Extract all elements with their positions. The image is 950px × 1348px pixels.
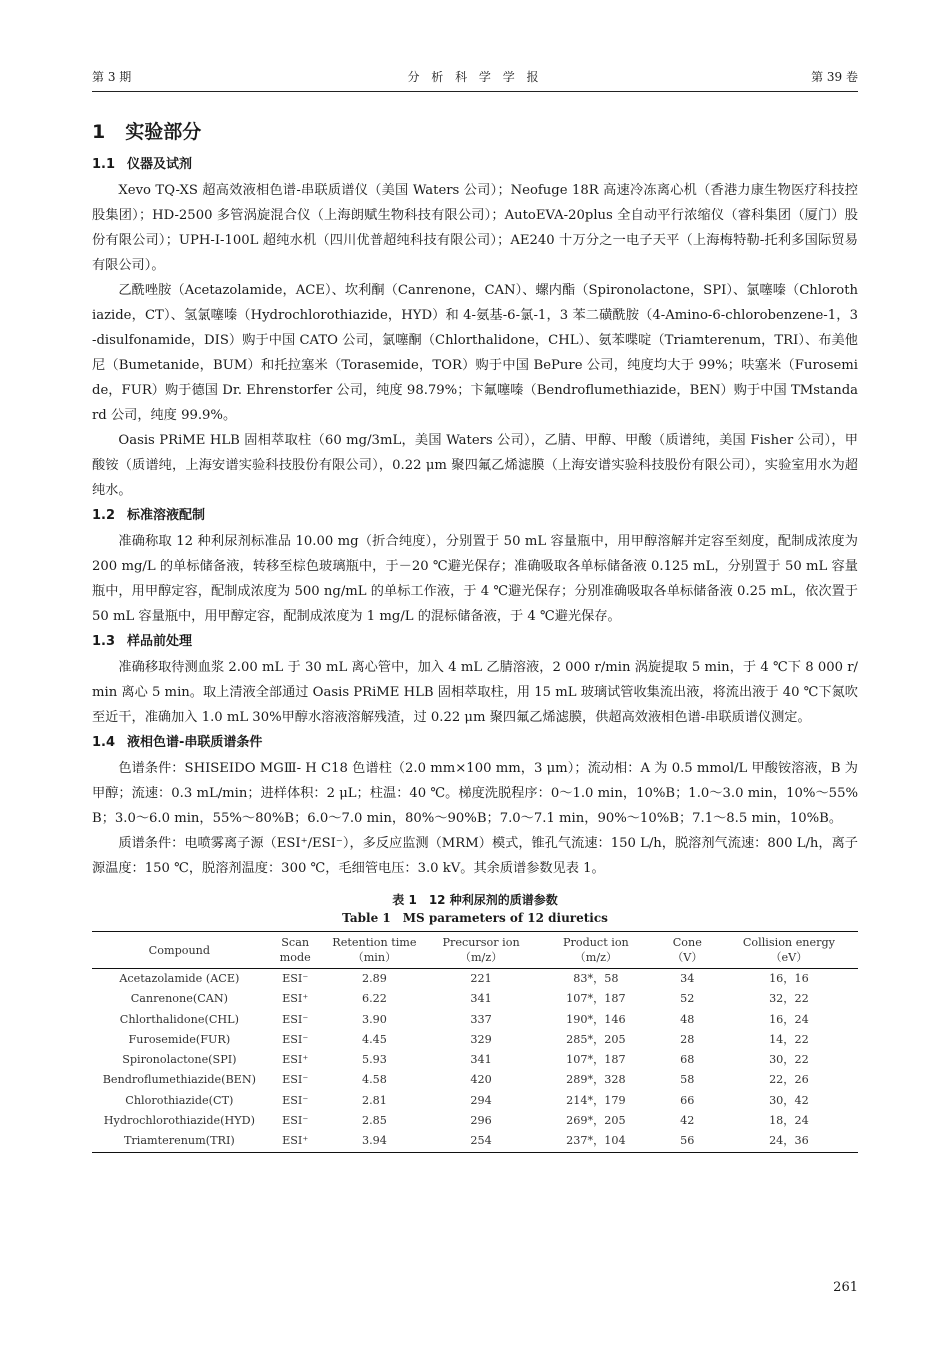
- cell-precursor: 296: [470, 1114, 492, 1128]
- paragraph-standard-solutions: 准确称取 12 种利尿剂标准品 10.00 mg（折合纯度），分别置于 50 mL 容量瓶中，用甲醇溶解并定容至刻度，配制成浓度为 200 mg/L 的单标储备液，转移至棕色玻璃瓶中，于－20 ℃避光保存；准确吸取各单标储备液 0.125 mL，分别置于 50 mL 容量瓶中，用甲醇定容，配制成浓度为 500 ng/mL 的单标工作液，于 4 ℃避光保存；分别准确吸取各单标储备液 0.25 mL，依次置于 50 mL 容量瓶中，用甲醇定容，配制成浓度为 1 mg/L 的混标储备液，于 4 ℃避光保存。: [92, 534, 858, 624]
- cell-precursor: 341: [470, 1053, 492, 1067]
- cell-cone: 28: [680, 1032, 695, 1046]
- cell-compound: Furosemide(FUR): [128, 1032, 231, 1046]
- cell-compound: Spironolactone(SPI): [122, 1053, 237, 1067]
- cell-ce: 30，42: [769, 1093, 809, 1107]
- cell-rt: 4.45: [361, 1032, 387, 1046]
- cell-ce: 16，24: [769, 1012, 809, 1026]
- table-row: [92, 1010, 858, 1030]
- table-row: [92, 1070, 858, 1090]
- table-row: [92, 989, 858, 1009]
- subsection-number: 1.1: [92, 157, 116, 172]
- section-heading: [92, 114, 858, 150]
- cell-precursor: 329: [470, 1032, 492, 1046]
- header-divider: [92, 91, 858, 92]
- cell-precursor: 294: [470, 1093, 492, 1107]
- table-row: [92, 1111, 858, 1131]
- cell-rt: 3.94: [324, 1131, 426, 1152]
- cell-compound: Chlorthalidone(CHL): [119, 1012, 239, 1026]
- cell-rt: 4.58: [361, 1073, 387, 1087]
- paragraph-reagents: 乙酰唑胺（Acetazolamide，ACE）、坎利酮（Canrenone，CAN）、螺内酯（Spironolactone，SPI）、氯噻嗪（Chlorothiazide，CT）、氢氯噻嗪（Hydrochlorothiazide，HYD）和 4-氨基-6-氯-1，3 苯二磺酰胺（4-Amino-6-chlorobenzene-1，3-disulfonamide，DIS）购于中国 CATO 公司，氯噻酮（Chlorthalidone，CHL）、氨苯喋啶（Triamterenum，TRI）、布美他尼（Bumetanide，BUM）和托拉塞米（Torasemide，TOR）购于中国 BePure 公司，纯度均大于 99%；呋塞米（Furosemide，FUR）购于德国 Dr. Ehrenstorfer 公司，纯度 98.79%；卞氟噻嗪（Bendroflumethiazide，BEN）购于中国 TMstandard 公司，纯度 99.9%。: [92, 283, 858, 423]
- header-compound: Compound: [92, 932, 267, 969]
- cell-compound: Canrenone(CAN): [130, 992, 229, 1006]
- cell-precursor: 337: [470, 1012, 492, 1026]
- journal-title: 分 析 科 学 学 报: [407, 70, 543, 84]
- subsection-number: 1.4: [92, 735, 116, 750]
- cell-ce: 16，16: [769, 972, 809, 985]
- cell-cone: 52: [680, 992, 695, 1006]
- cell-rt: 2.81: [361, 1093, 387, 1107]
- cell-cone: 58: [680, 1073, 695, 1087]
- table-row: [92, 969, 858, 990]
- cell-precursor: 254: [425, 1131, 537, 1152]
- cell-mode: ESI⁻: [282, 1073, 309, 1087]
- paragraph-consumables: Oasis PRiME HLB 固相萃取柱（60 mg/3mL，美国 Waters 公司），乙腈、甲醇、甲酸（质谱纯，美国 Fisher 公司），甲酸铵（质谱纯，上海安谱实验科技股份有限公司），0.22 μm 聚四氟乙烯滤膜（上海安谱实验科技股份有限公司），实验室用水为超纯水。: [92, 433, 858, 498]
- cell-rt: 3.90: [361, 1012, 387, 1026]
- subsection-heading-1-2: [92, 503, 858, 529]
- cell-cone: 34: [680, 972, 695, 985]
- paragraph-sample-prep: 准确移取待测血浆 2.00 mL 于 30 mL 离心管中，加入 4 mL 乙腈溶液，2 000 r/min 涡旋提取 5 min，于 4 ℃下 8 000 r/min 离心 5 min。取上清液全部通过 Oasis PRiME HLB 固相萃取柱，用 15 mL 玻璃试管收集流出液，将流出液于 40 ℃下氮吹至近干，准确加入 1.0 mL 30%甲醇水溶液溶解残渣，过 0.22 μm 聚四氟乙烯滤膜，供超高效液相色谱-串联质谱仪测定。: [92, 660, 858, 725]
- cell-product: 107*，187: [566, 1053, 626, 1067]
- header-scan-mode: Scan mode: [267, 932, 324, 969]
- header-retention-time: Retention time （min）: [324, 932, 426, 969]
- article-body: [92, 114, 858, 1153]
- cell-product: 107*，187: [566, 992, 626, 1006]
- cell-precursor: 221: [470, 972, 492, 985]
- cell-compound: Acetazolamide (ACE): [119, 972, 240, 985]
- header-product-ion: Product ion （m/z）: [537, 932, 655, 969]
- cell-cone: 42: [680, 1114, 695, 1128]
- page-number: 261: [833, 1280, 858, 1295]
- cell-ce: 30，22: [769, 1053, 809, 1067]
- cell-rt: 5.93: [361, 1053, 387, 1067]
- cell-rt: 2.89: [361, 972, 387, 985]
- cell-product: 190*，146: [566, 1012, 626, 1026]
- subsection-number: 1.3: [92, 634, 116, 649]
- table-header-row: [92, 932, 858, 969]
- table-row: [92, 1050, 858, 1070]
- paragraph-mass-spec: 质谱条件：电喷雾离子源（ESI⁺/ESI⁻），多反应监测（MRM）模式，锥孔气流速：150 L/h，脱溶剂气流速：800 L/h，离子源温度：150 ℃，脱溶剂温度：300 ℃，毛细管电压：3.0 kV。其余质谱参数见表 1。: [92, 836, 858, 876]
- cell-precursor: 341: [470, 992, 492, 1006]
- section-title: 实验部分: [125, 121, 202, 143]
- cell-rt: 2.85: [361, 1114, 387, 1128]
- header-collision-energy: Collision energy （eV）: [720, 932, 858, 969]
- cell-mode: ESI⁻: [282, 1093, 309, 1107]
- header-precursor-ion: Precursor ion （m/z）: [425, 932, 537, 969]
- table-caption-cn: 表 1 12 种利尿剂的质谱参数: [392, 893, 558, 907]
- cell-product: 269*，205: [566, 1114, 626, 1128]
- cell-product: 289*，328: [566, 1073, 626, 1087]
- running-head: [92, 68, 858, 90]
- table-row: [92, 1131, 858, 1152]
- cell-product: 237*，104: [537, 1131, 655, 1152]
- subsection-title: 样品前处理: [127, 634, 193, 649]
- cell-mode: ESI⁺: [282, 1053, 309, 1067]
- ms-parameters-table: [92, 931, 858, 1153]
- table-row: [92, 1091, 858, 1111]
- subsection-number: 1.2: [92, 508, 116, 523]
- cell-ce: 14，22: [769, 1032, 809, 1046]
- cell-cone: 66: [680, 1093, 695, 1107]
- table-block: [92, 891, 858, 1153]
- cell-product: 83*，58: [573, 972, 619, 985]
- issue-label: 第 3 期: [92, 70, 132, 84]
- cell-product: 214*，179: [566, 1093, 626, 1107]
- subsection-title: 标准溶液配制: [127, 508, 206, 523]
- paragraph-instruments: Xevo TQ-XS 超高效液相色谱-串联质谱仪（美国 Waters 公司）；Neofuge 18R 高速冷冻离心机（香港力康生物医疗科技控股集团）；HD-2500 多管涡旋混合仪（上海朗赋生物科技有限公司）；AutoEVA-20plus 全自动平行浓缩仪（睿科集团（厦门）股份有限公司）；UPH-I-100L 超纯水机（四川优普超纯科技有限公司）；AE240 十万分之一电子天平（上海梅特勒-托利多国际贸易有限公司）。: [92, 183, 858, 273]
- cell-ce: 22，26: [769, 1073, 809, 1087]
- paragraph-chromatography: 色谱条件：SHISEIDO MGⅢ- H C18 色谱柱（2.0 mm×100 mm，3 μm）；流动相：A 为 0.5 mmol/L 甲酸铵溶液，B 为甲醇；流速：0.3 mL/min；进样体积：2 μL；柱温：40 ℃。梯度洗脱程序：0～1.0 min，10%B；1.0～3.0 min，10%～55%B；3.0～6.0 min，55%～80%B；6.0～7.0 min，80%～90%B；7.0～7.1 min，90%～10%B；7.1～8.5 min，10%B。: [92, 761, 858, 826]
- cell-mode: ESI⁺: [267, 1131, 324, 1152]
- cell-compound: Triamterenum(TRI): [92, 1131, 267, 1152]
- table-row: [92, 1030, 858, 1050]
- cell-mode: ESI⁻: [282, 1032, 309, 1046]
- cell-mode: ESI⁻: [282, 1114, 309, 1128]
- cell-ce: 32，22: [769, 992, 809, 1006]
- cell-compound: Hydrochlorothiazide(HYD): [103, 1114, 255, 1128]
- subsection-title: 液相色谱-串联质谱条件: [127, 735, 263, 750]
- subsection-heading-1-4: [92, 730, 858, 756]
- volume-label: 第 39 卷: [811, 70, 858, 84]
- subsection-title: 仪器及试剂: [127, 157, 193, 172]
- cell-mode: ESI⁻: [282, 1012, 309, 1026]
- cell-cone: 48: [680, 1012, 695, 1026]
- cell-ce: 24，36: [720, 1131, 858, 1152]
- table-caption-en: Table 1 MS parameters of 12 diuretics: [342, 911, 608, 925]
- cell-compound: Bendroflumethiazide(BEN): [102, 1073, 257, 1087]
- header-cone: Cone （V）: [655, 932, 720, 969]
- cell-cone: 56: [655, 1131, 720, 1152]
- cell-product: 285*，205: [566, 1032, 626, 1046]
- subsection-heading-1-3: [92, 629, 858, 655]
- cell-rt: 6.22: [361, 992, 387, 1006]
- cell-compound: Chlorothiazide(CT): [125, 1093, 234, 1107]
- subsection-heading-1-1: [92, 152, 858, 178]
- cell-mode: ESI⁻: [282, 972, 309, 985]
- cell-ce: 18，24: [769, 1114, 809, 1128]
- cell-mode: ESI⁺: [282, 992, 309, 1006]
- cell-cone: 68: [680, 1053, 695, 1067]
- section-number: 1: [92, 121, 106, 143]
- cell-precursor: 420: [470, 1073, 492, 1087]
